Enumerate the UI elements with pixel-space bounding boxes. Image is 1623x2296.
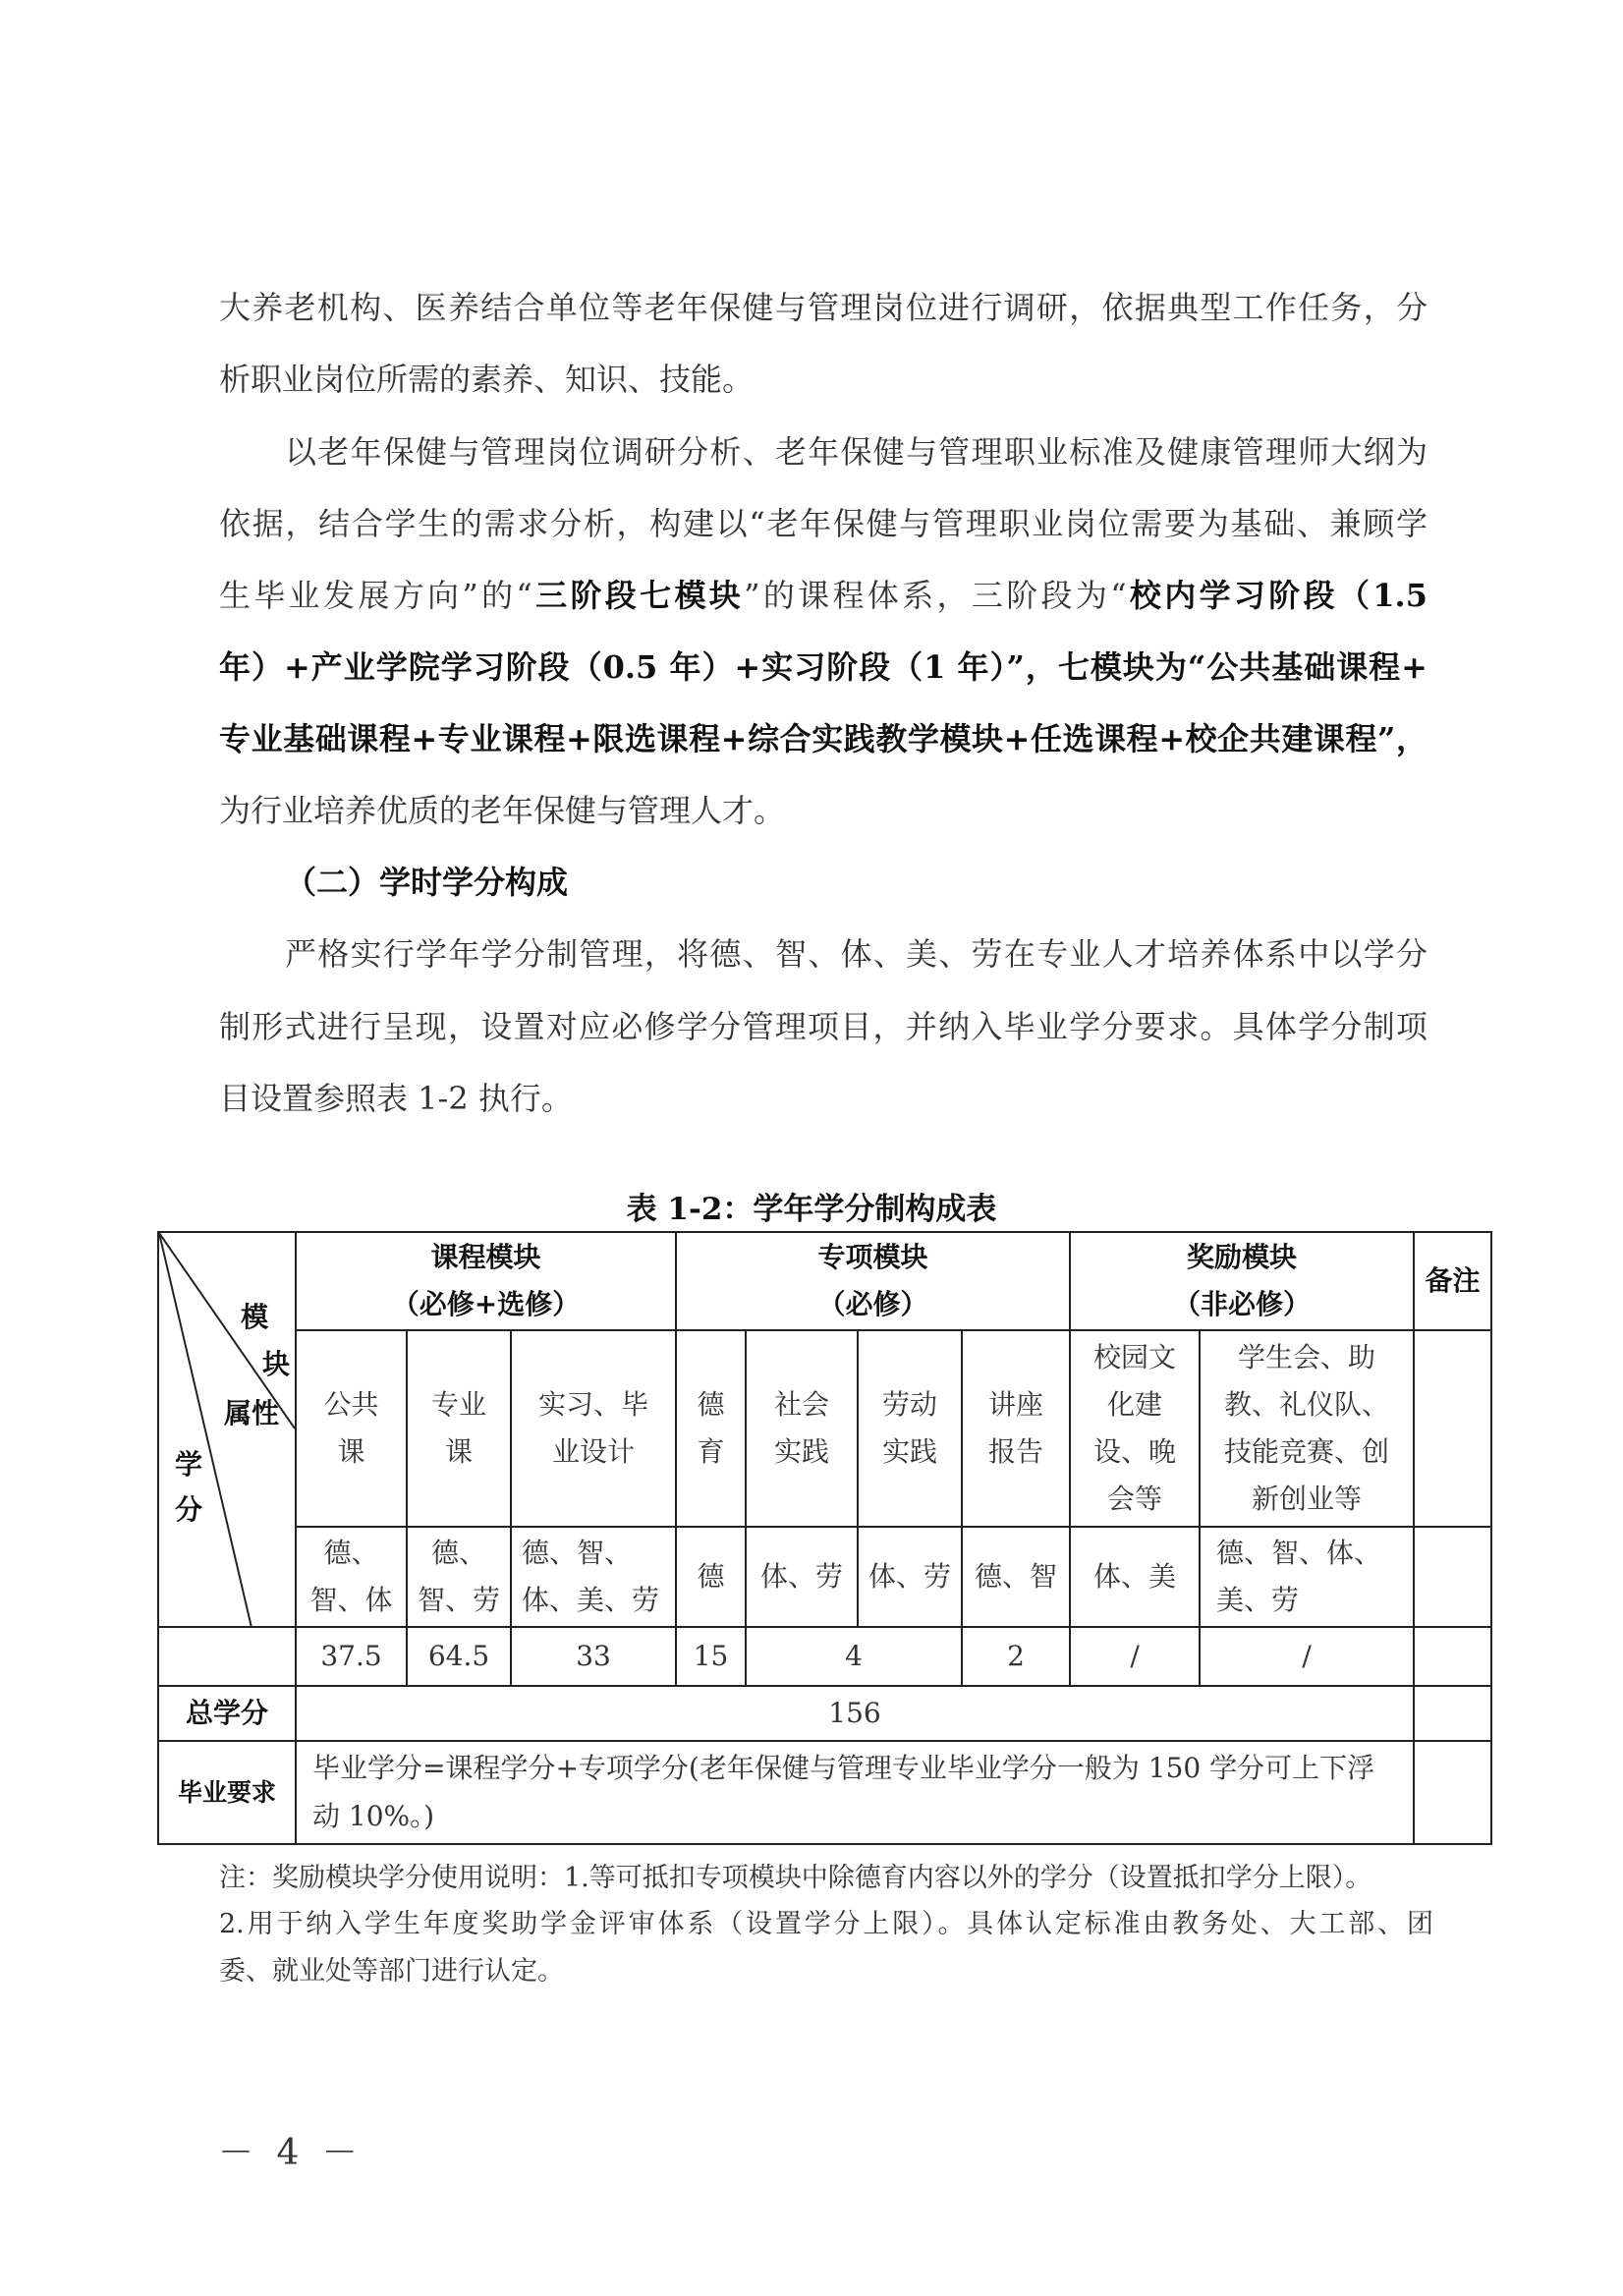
credit-row-label [158,1627,296,1686]
credit-campus-culture: / [1070,1627,1200,1686]
graduation-req-label: 毕业要求 [158,1741,296,1844]
table-caption: 表 1-2：学年学分制构成表 [626,1192,997,1227]
col-name-lecture: 讲座报告 [962,1330,1070,1527]
corner-label-xue: 学 [175,1448,203,1481]
remark-cell [1414,1741,1491,1844]
paragraph-line-1: 大养老机构、医养结合单位等老年保健与管理岗位进行调研，依据典型工作任务，分 [219,289,1427,326]
remark-header: 备注 [1414,1232,1491,1330]
paragraph-line-10: 严格实行学年学分制管理，将德、智、体、美、劳在专业人才培养体系中以学分 [285,935,1427,973]
paragraph-line-4: 依据，结合学生的需求分析，构建以“老年保健与管理职业岗位需要为基础、兼顾学 [219,505,1427,542]
attr-social: 体、劳 [746,1527,858,1627]
attr-moral: 德 [676,1527,746,1627]
attr-labor: 体、劳 [858,1527,962,1627]
attr-campus-culture: 体、美 [1070,1527,1200,1627]
attr-lecture: 德、智 [962,1527,1070,1627]
corner-label-fen: 分 [175,1493,203,1526]
credit-lecture: 2 [962,1627,1070,1686]
credit-practice: 4 [746,1627,962,1686]
paragraph-line-3: 以老年保健与管理岗位调研分析、老年保健与管理职业标准及健康管理师大纲为 [285,433,1427,471]
col-name-public: 公共课 [296,1330,407,1527]
section-heading: （二）学时学分构成 [285,864,569,901]
corner-label-shuxing: 属性 [224,1397,280,1429]
col-name-campus-culture: 校园文化建设、晚会等 [1070,1330,1200,1527]
remark-cell [1414,1686,1491,1741]
note-line-2: 2.用于纳入学生年度奖助学金评审体系（设置学分上限）。具体认定标准由教务处、大工部、团 [219,1909,1433,1939]
col-name-major: 专业课 [407,1330,511,1527]
attr-major: 德、智、劳 [407,1527,511,1627]
corner-label-kuai: 块 [262,1348,291,1380]
credit-major: 64.5 [407,1627,511,1686]
note-line-3: 委、就业处等部门进行认定。 [219,1956,564,1987]
paragraph-line-8: 为行业培养优质的老年保健与管理人才。 [219,792,786,829]
paragraph-line-2: 析职业岗位所需的素养、知识、技能。 [219,361,755,398]
corner-header [158,1232,296,1627]
group-header-course: 课程模块 （必修+选修） [296,1232,676,1330]
credit-public: 37.5 [296,1627,407,1686]
col-name-social: 社会实践 [746,1330,858,1527]
paragraph-line-6: 年）+产业学院学习阶段（0.5 年）+实习阶段（1 年）”，七模块为“公共基础课程+ [219,648,1427,686]
remark-cell [1414,1527,1491,1627]
credit-moral: 15 [676,1627,746,1686]
col-name-labor: 劳动实践 [858,1330,962,1527]
attr-public: 德、智、体 [296,1527,407,1627]
graduation-req-text: 毕业学分=课程学分+专项学分(老年保健与管理专业毕业学分一般为 150 学分可上下浮动 10%。) [296,1741,1414,1844]
remark-cell [1414,1627,1491,1686]
paragraph-line-7: 专业基础课程+专业课程+限选课程+综合实践教学模块+任选课程+校企共建课程”， [219,720,1427,757]
corner-label-mo: 模 [241,1301,269,1333]
paragraph-line-12: 目设置参照表 1-2 执行。 [219,1080,573,1117]
note-line-1: 注：奖励模块学分使用说明：1.等可抵扣专项模块中除德育内容以外的学分（设置抵扣学分上限）。 [219,1863,1372,1893]
group-header-special: 专项模块 （必修） [676,1232,1070,1330]
credit-internship: 33 [511,1627,676,1686]
total-credit-value: 156 [296,1686,1414,1741]
col-name-student-union: 学生会、助教、礼仪队、技能竞赛、创新创业等 [1200,1330,1414,1527]
page-number: － 4 － [218,2133,364,2173]
col-name-internship: 实习、毕业设计 [511,1330,676,1527]
group-header-reward: 奖励模块 （非必修） [1070,1232,1414,1330]
credit-table [157,1231,1492,1845]
attr-student-union: 德、智、体、美、劳 [1200,1527,1414,1627]
credit-student-union: / [1200,1627,1414,1686]
total-credit-label: 总学分 [158,1686,296,1741]
attr-internship: 德、智、体、美、劳 [511,1527,676,1627]
paragraph-line-11: 制形式进行呈现，设置对应必修学分管理项目，并纳入毕业学分要求。具体学分制项 [219,1008,1427,1045]
paragraph-line-5: 生毕业发展方向”的“三阶段七模块”的课程体系，三阶段为“校内学习阶段（1.5 [219,577,1427,614]
col-name-moral: 德育 [676,1330,746,1527]
remark-cell [1414,1330,1491,1527]
